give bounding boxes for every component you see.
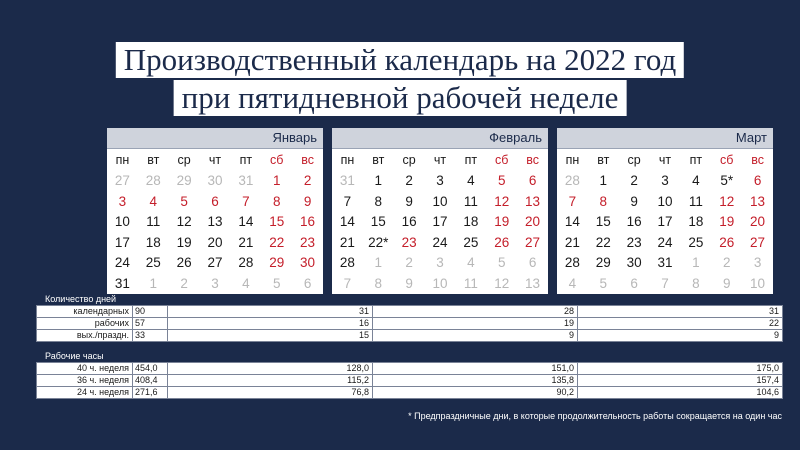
- weekday-header: пн: [565, 153, 580, 167]
- day-cell: 19: [494, 214, 510, 229]
- day-cell: 3: [436, 173, 444, 188]
- day-cell: 2: [405, 255, 413, 270]
- row-label: рабочих: [37, 318, 133, 330]
- feb-value: 9: [373, 330, 578, 342]
- day-cell: 17: [657, 214, 673, 229]
- footnote: * Предпраздничные дни, в которые продолжительность работы сокращается на один час: [408, 411, 782, 421]
- weekday-header: вс: [301, 153, 314, 167]
- weekday-header: ср: [627, 153, 641, 167]
- weekday-header: вс: [526, 153, 539, 167]
- row-total: 33: [133, 330, 168, 342]
- day-cell: 2: [180, 275, 188, 291]
- month-name: Март: [557, 128, 773, 149]
- day-cell: 11: [688, 193, 703, 209]
- day-cell: 8: [374, 275, 383, 291]
- weekday-header: сб: [495, 153, 509, 167]
- day-cell: 25: [145, 255, 161, 270]
- day-cell: 9: [722, 275, 731, 291]
- day-cell: 5: [497, 173, 506, 188]
- day-cell: 26: [176, 255, 192, 270]
- day-cell: 1: [599, 173, 608, 188]
- weekday-header: пт: [464, 153, 478, 167]
- day-cell: 28: [339, 255, 355, 270]
- day-cell: 16: [300, 214, 316, 229]
- day-cell: 19: [719, 214, 735, 229]
- day-cell: 5*: [720, 173, 734, 188]
- jan-value: 128,0: [168, 363, 373, 375]
- day-cell: 13: [750, 193, 766, 209]
- day-cell: 31: [657, 255, 673, 270]
- day-cell: 14: [238, 214, 254, 229]
- day-cell: 31: [238, 173, 254, 188]
- page-title: Производственный календарь на 2022 год: [116, 42, 684, 78]
- day-cell: 9: [405, 193, 413, 209]
- row-total: 454,0: [133, 363, 168, 375]
- day-cell: 24: [114, 255, 130, 270]
- calendar-grid: [107, 149, 323, 294]
- day-cell: 31: [339, 173, 355, 188]
- day-cell: 28: [564, 255, 580, 270]
- table-row: [37, 318, 783, 330]
- day-cell: 4: [692, 173, 700, 188]
- day-cell: 26: [719, 234, 735, 250]
- weekday-header: вт: [597, 153, 610, 167]
- day-cell: 27: [207, 255, 223, 270]
- mar-value: 31: [578, 306, 783, 318]
- days-count-table: [36, 305, 783, 342]
- day-cell: 9: [405, 275, 413, 291]
- row-total: 408,4: [133, 375, 168, 387]
- day-cell: 20: [525, 214, 541, 229]
- weekday-header: сб: [270, 153, 284, 167]
- day-cell: 13: [525, 193, 541, 209]
- table-row: [37, 363, 783, 375]
- table-row: [37, 375, 783, 387]
- day-cell: 18: [145, 234, 161, 250]
- day-cell: 31: [114, 275, 130, 291]
- day-cell: 27: [114, 173, 130, 188]
- day-cell: 10: [432, 193, 448, 209]
- day-cell: 22*: [368, 234, 389, 250]
- feb-value: 90,2: [373, 387, 578, 399]
- day-cell: 6: [528, 255, 537, 270]
- day-cell: 11: [463, 193, 478, 209]
- weekday-header: пт: [689, 153, 703, 167]
- day-cell: 1: [374, 255, 383, 270]
- day-cell: 20: [207, 234, 223, 250]
- row-label: 24 ч. неделя: [37, 387, 133, 399]
- day-cell: 9: [303, 193, 312, 209]
- day-cell: 3: [118, 193, 127, 209]
- weekday-header: чт: [208, 153, 222, 167]
- day-cell: 5: [497, 255, 506, 270]
- weekday-header: пн: [115, 153, 130, 167]
- day-cell: 7: [242, 193, 250, 209]
- day-cell: 19: [176, 234, 192, 250]
- day-cell: 25: [688, 234, 704, 250]
- day-cell: 17: [114, 234, 130, 250]
- day-cell: 10: [114, 214, 130, 229]
- feb-value: 28: [373, 306, 578, 318]
- day-cell: 3: [211, 275, 219, 291]
- weekday-header: ср: [402, 153, 416, 167]
- mar-value: 22: [578, 318, 783, 330]
- table-row: [37, 387, 783, 399]
- day-cell: 4: [568, 275, 577, 291]
- day-cell: 20: [750, 214, 766, 229]
- day-cell: 15: [269, 214, 285, 229]
- day-cell: 7: [568, 193, 577, 209]
- row-total: 271,6: [133, 387, 168, 399]
- day-cell: 13: [207, 214, 223, 229]
- jan-value: 16: [168, 318, 373, 330]
- page-subtitle: при пятидневной рабочей неделе: [174, 80, 627, 116]
- day-cell: 30: [207, 173, 223, 188]
- month-calendar-march: [557, 128, 773, 294]
- day-cell: 2: [405, 173, 413, 188]
- work-hours-table: [36, 362, 783, 399]
- feb-value: 151,0: [373, 363, 578, 375]
- day-cell: 7: [661, 275, 669, 291]
- day-cell: 22: [595, 234, 611, 250]
- day-cell: 14: [564, 214, 580, 229]
- day-cell: 12: [176, 214, 192, 229]
- day-cell: 29: [595, 255, 611, 270]
- day-cell: 26: [494, 234, 510, 250]
- day-cell: 23: [401, 234, 417, 250]
- month-name: Февраль: [332, 128, 548, 149]
- day-cell: 7: [343, 275, 352, 291]
- day-cell: 6: [528, 173, 537, 188]
- weekday-header: пт: [239, 153, 253, 167]
- day-cell: 1: [149, 275, 158, 291]
- day-cell: 30: [300, 255, 316, 270]
- day-cell: 28: [564, 173, 580, 188]
- day-cell: 1: [692, 255, 700, 270]
- day-cell: 6: [753, 173, 762, 188]
- day-cell: 8: [692, 275, 700, 291]
- weekday-header: вс: [751, 153, 764, 167]
- day-cell: 5: [272, 275, 281, 291]
- day-cell: 9: [630, 193, 638, 209]
- feb-value: 19: [373, 318, 578, 330]
- day-cell: 10: [657, 193, 673, 209]
- day-cell: 2: [630, 173, 638, 188]
- day-cell: 29: [176, 173, 192, 188]
- weekday-header: вт: [147, 153, 160, 167]
- weekday-header: пн: [340, 153, 355, 167]
- weekday-header: чт: [433, 153, 447, 167]
- day-cell: 16: [626, 214, 642, 229]
- day-cell: 12: [494, 275, 510, 291]
- mar-value: 9: [578, 330, 783, 342]
- day-cell: 11: [146, 214, 161, 229]
- day-cell: 28: [238, 255, 254, 270]
- day-cell: 2: [303, 173, 312, 188]
- month-calendar-february: [332, 128, 548, 294]
- jan-value: 15: [168, 330, 373, 342]
- day-cell: 17: [432, 214, 448, 229]
- day-cell: 6: [303, 275, 312, 291]
- day-cell: 3: [753, 255, 762, 270]
- day-cell: 25: [463, 234, 479, 250]
- day-cell: 22: [269, 234, 285, 250]
- day-cell: 12: [719, 193, 735, 209]
- feb-value: 135,8: [373, 375, 578, 387]
- mar-value: 104,6: [578, 387, 783, 399]
- day-cell: 5: [180, 193, 188, 209]
- jan-value: 115,2: [168, 375, 373, 387]
- row-label: 40 ч. неделя: [37, 363, 133, 375]
- row-label: 36 ч. неделя: [37, 375, 133, 387]
- calendar-grid: [332, 149, 548, 294]
- day-cell: 4: [242, 275, 250, 291]
- jan-value: 31: [168, 306, 373, 318]
- row-total: 57: [133, 318, 168, 330]
- day-cell: 6: [211, 193, 219, 209]
- table-row: [37, 330, 783, 342]
- weekday-header: ср: [177, 153, 191, 167]
- weekday-header: чт: [658, 153, 672, 167]
- day-cell: 29: [269, 255, 285, 270]
- month-name: Январь: [107, 128, 323, 149]
- day-cell: 24: [657, 234, 673, 250]
- row-label: календарных: [37, 306, 133, 318]
- day-cell: 18: [463, 214, 479, 229]
- weekday-header: сб: [720, 153, 734, 167]
- month-calendar-january: [107, 128, 323, 294]
- mar-value: 175,0: [578, 363, 783, 375]
- calendar-grid: [557, 149, 773, 294]
- day-cell: 14: [339, 214, 355, 229]
- day-cell: 4: [467, 255, 475, 270]
- day-cell: 27: [525, 234, 541, 250]
- day-cell: 8: [599, 193, 608, 209]
- day-cell: 1: [374, 173, 383, 188]
- day-cell: 10: [432, 275, 448, 291]
- day-cell: 21: [339, 234, 355, 250]
- day-cell: 27: [750, 234, 766, 250]
- row-total: 90: [133, 306, 168, 318]
- day-cell: 21: [238, 234, 254, 250]
- day-cell: 5: [599, 275, 608, 291]
- day-cell: 4: [467, 173, 475, 188]
- day-cell: 24: [432, 234, 448, 250]
- table-row: [37, 306, 783, 318]
- day-cell: 8: [374, 193, 383, 209]
- work-hours-label: Рабочие часы: [45, 351, 104, 361]
- weekday-header: вт: [372, 153, 385, 167]
- day-cell: 18: [688, 214, 704, 229]
- row-label: вых./праздн.: [37, 330, 133, 342]
- day-cell: 21: [564, 234, 580, 250]
- day-cell: 2: [722, 255, 731, 270]
- day-cell: 10: [750, 275, 766, 291]
- day-cell: 8: [272, 193, 281, 209]
- day-cell: 12: [494, 193, 510, 209]
- day-cell: 4: [149, 193, 158, 209]
- day-cell: 23: [626, 234, 642, 250]
- day-cell: 15: [595, 214, 611, 229]
- day-cell: 30: [626, 255, 642, 270]
- day-cell: 6: [630, 275, 638, 291]
- day-cell: 3: [436, 255, 444, 270]
- day-cell: 28: [145, 173, 161, 188]
- jan-value: 76,8: [168, 387, 373, 399]
- day-cell: 15: [370, 214, 386, 229]
- day-cell: 7: [343, 193, 352, 209]
- day-cell: 13: [525, 275, 541, 291]
- day-cell: 16: [401, 214, 417, 229]
- day-cell: 23: [300, 234, 316, 250]
- mar-value: 157,4: [578, 375, 783, 387]
- day-cell: 1: [272, 173, 281, 188]
- days-count-label: Количество дней: [45, 294, 117, 304]
- day-cell: 3: [661, 173, 669, 188]
- day-cell: 11: [463, 275, 478, 291]
